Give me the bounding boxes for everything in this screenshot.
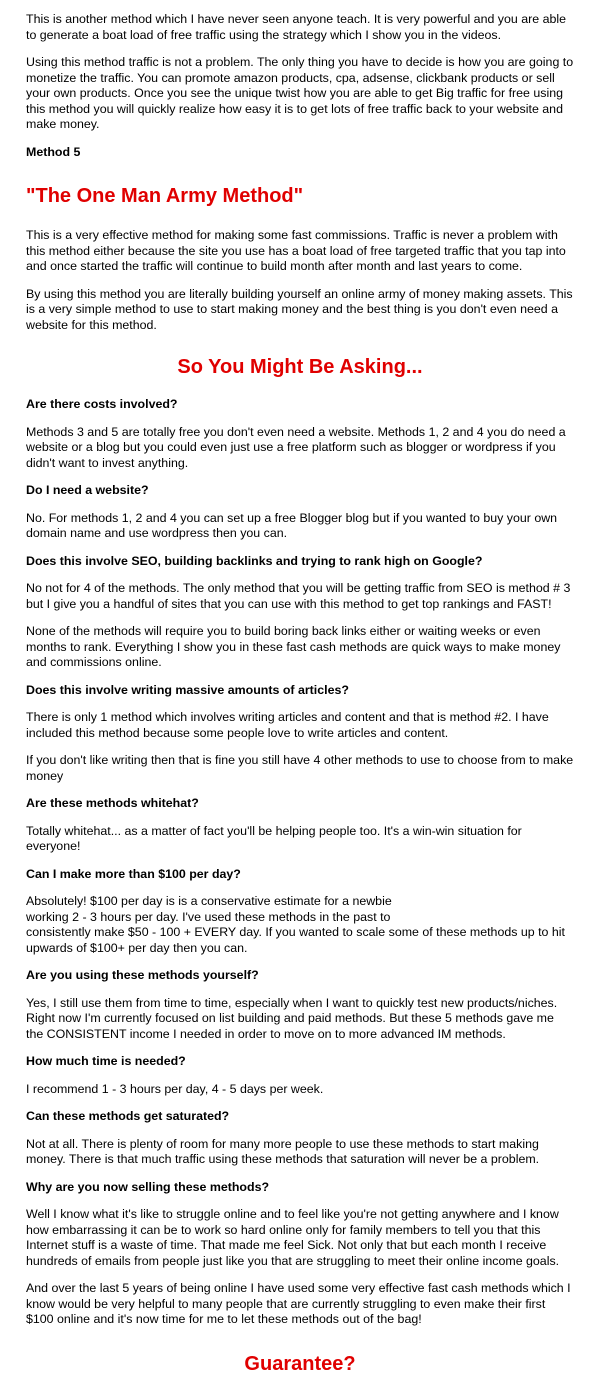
faq-answer-saturated: Not at all. There is plenty of room for many more people to use these methods to start making money. There is that much traffic using these methods that saturation will never be a problem. (26, 1136, 540, 1166)
faq-answer-costs: Methods 3 and 5 are totally free you don't even need a website. Methods 1, 2 and 4 you do need a website or a blog but you could even just use a free platform such as blogger or wordpress if you didn't want to invest anything. (26, 424, 566, 470)
faq-answer-articles-2: If you don't like writing then that is fine you still have 4 other methods to use to choose from to make money (26, 753, 574, 783)
faq-answer-whitehat: Totally whitehat... as a matter of fact you'll be helping people too. It's a win-win situation for everyone! (26, 823, 522, 853)
faq-answer-time: I recommend 1 - 3 hours per day, 4 - 5 days per week. (26, 1081, 324, 1096)
intro-paragraph-2: Using this method traffic is not a problem. The only thing you have to decide is how you are going to monetize the traffic. You can promote amazon products, cpa, adsense, clickbank products or sell your own products. Once you see the unique twist how you are able to get Big traffic for free using this method you will quickly realize how easy it is to get lots of free traffic back to your website and make money. (26, 55, 574, 131)
faq-question-saturated: Can these methods get saturated? (26, 1109, 230, 1123)
faq-answer-seo-1: No not for 4 of the methods. The only method that you will be getting traffic from SEO is method # 3 but I give you a handful of sites that you can use with this method to get top rankings and FAST! (26, 581, 571, 611)
faq-question-seo: Does this involve SEO, building backlinks and trying to rank high on Google? (26, 553, 483, 568)
faq-question-income: Can I make more than $100 per day? (26, 866, 241, 881)
faq-answer-articles-1: There is only 1 method which involves writing articles and content and that is method #2. I have included this method because some people love to write articles and content. (26, 710, 549, 740)
faq-question-website: Do I need a website? (26, 483, 149, 497)
faq-answer-using-yourself: Yes, I still use them from time to time, especially when I want to quickly test new products/niches. Right now I'm currently focused on list building and paid methods. But these 5 methods gave me the CONSISTENT income I needed in order to move on to more advanced IM methods. (26, 995, 558, 1041)
faq-answer-seo-2: None of the methods will require you to build boring back links either or waiting weeks or even months to rank. Everything I show you in these fast cash methods are quick ways to make money and commissions online. (26, 624, 561, 669)
faq-answer-income-line-3: consistently make $50 - 100 + EVERY day. If you wanted to scale some of these methods up to hit upwards of $100+ per day then you can. (26, 925, 565, 955)
faq-question-time: How much time is needed? (26, 1054, 186, 1068)
intro-paragraph-1: This is another method which I have never seen anyone teach. It is very powerful and you are able to generate a boat load of free traffic using the strategy which I show you in the videos. (26, 12, 566, 42)
faq-answer-income-line-2: working 2 - 3 hours per day. I've used these methods in the past to (26, 909, 391, 924)
faq-answer-income (26, 894, 574, 956)
faq-answer-why-selling-1: Well I know what it's like to struggle online and to feel like you're not getting anywhere and I know how embarrassing it can be to work so hard online only for family members to tell you that this Internet stuff is a waste of time. That made me feel Sick. Not only that but each month I receive hundreds of emails from people just like you that are struggling to meet their online income goals. (26, 1207, 560, 1268)
method-5-title: "The One Man Army Method" (26, 185, 304, 207)
faq-answer-website: No. For methods 1, 2 and 4 you can set up a free Blogger blog but if you wanted to buy your own domain name and use wordpress then you can. (26, 510, 558, 540)
faq-question-using-yourself: Are you using these methods yourself? (26, 968, 259, 982)
guarantee-heading: Guarantee? (244, 1353, 356, 1375)
method-5-label: Method 5 (26, 144, 81, 159)
method-5-paragraph-2: By using this method you are literally building yourself an online army of money making assets. This is a very simple method to use to start making money and the best thing is you don't even need a website for this method. (26, 286, 573, 332)
faq-question-articles: Does this involve writing massive amounts of articles? (26, 682, 349, 697)
faq-answer-why-selling-2: And over the last 5 years of being online I have used some very effective fast cash methods which I know would be very helpful to many people that are currently struggling to even make their first $100 online and it's now time for me to let these methods out of the bag! (26, 1281, 571, 1326)
faq-question-why-selling: Why are you now selling these methods? (26, 1179, 270, 1194)
faq-question-costs: Are there costs involved? (26, 397, 178, 411)
faq-question-whitehat: Are these methods whitehat? (26, 796, 199, 810)
faq-answer-income-line-1: Absolutely! $100 per day is is a conservative estimate for a newbie (26, 894, 392, 908)
method-5-paragraph-1: This is a very effective method for making some fast commissions. Traffic is never a problem with this method either because the site you use has a boat load of free targeted traffic that you tap into and once started the traffic will continue to build month after month and last years to come. (26, 228, 566, 273)
faq-heading: So You Might Be Asking... (177, 356, 423, 378)
